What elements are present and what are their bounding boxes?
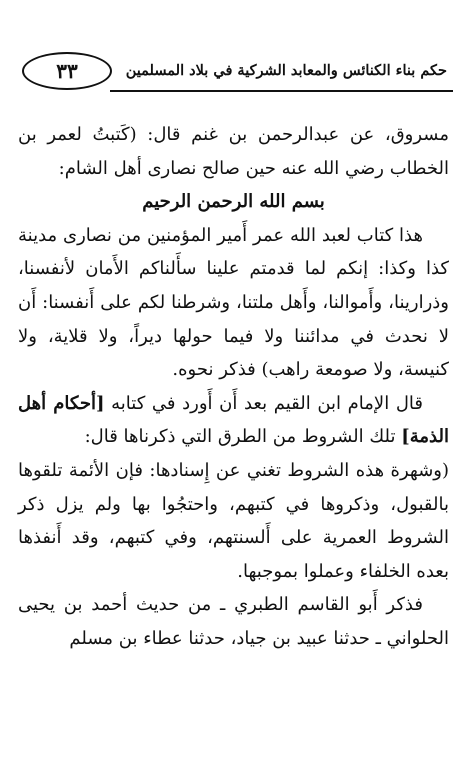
page-header — [14, 52, 453, 92]
paragraph-4: (وشهرة هذه الشروط تغني عن إِسنادها: فإن الأئمة تلقوها بالقبول، وذكروها في كتبهم، واحتجُوا بها ولم يزل ذكر الشروط العمرية على أَلسنتهم، وفي كتبهم، وقد أَنفذها بعده الخلفاء وعملوا بموجبها. — [18, 459, 449, 582]
paragraph-2: هذا كتاب لعبد الله عمر أَمير المؤمنين من نصارى مدينة كذا وكذا: إنكم لما قدمتم علينا سأَلناكم الأَمان لأنفسنا، وذرارينا، وأَموالنا، وأَهل ملتنا، وشرطنا لكم على أَنفسنا: أَن لا نحدث في مدائننا ولا فيما حولها ديراً، ولا قلاية، ولا كنيسة، ولا صومعة راهب) فذكر نحوه. — [18, 224, 449, 381]
body-text — [18, 118, 449, 656]
book-title: [أحكام أهل الذمة] — [18, 392, 449, 448]
page-number: ٣٣ — [22, 52, 112, 90]
paragraph-3 — [18, 387, 449, 454]
paragraph-5: فذكر أَبو القاسم الطبري ـ من حديث أحمد بن يحيى الحلواني ـ حدثنا عبيد بن جياد، حدثنا عطاء بن مسلم — [18, 594, 449, 649]
paragraph-1: مسروق، عن عبدالرحمن بن غنم قال: (كَتبتُ لعمر بن الخطاب رضي الله عنه حين صالح نصارى أهل الشام: — [18, 124, 449, 179]
header-rule — [110, 90, 453, 92]
running-title: حكم بناء الكنائس والمعابد الشركية في بلاد المسلمين — [125, 62, 447, 79]
basmala: بسم الله الرحمن الرحيم — [142, 191, 325, 213]
paragraph-3-intro: قال الإمام ابن القيم بعد أَن أَورد في كتابه — [111, 392, 423, 414]
paragraph-3-rest: تلك الشروط من الطرق التي ذكرناها قال: — [84, 426, 396, 448]
